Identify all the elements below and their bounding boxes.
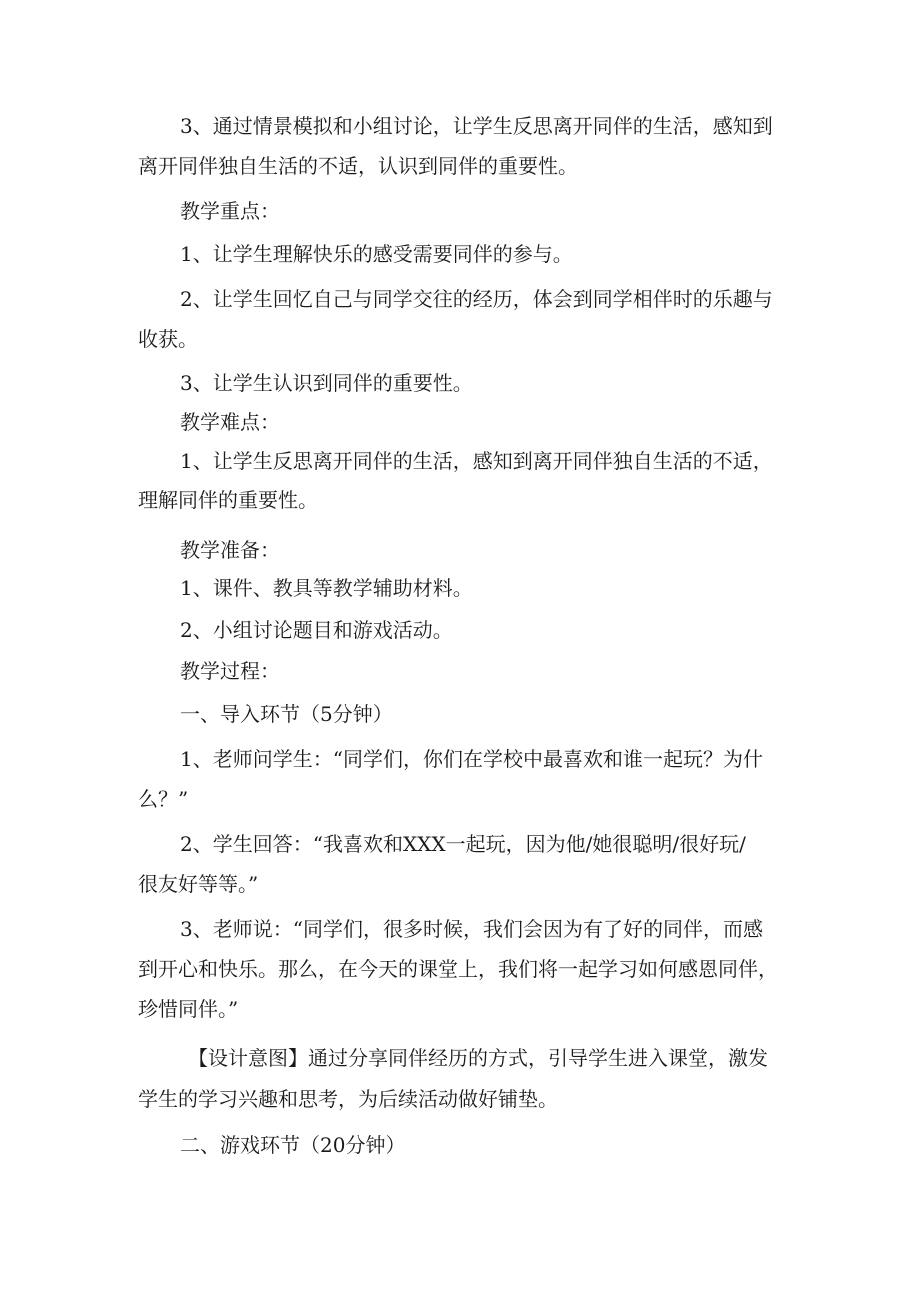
list-item: 到开心和快乐。那么，在今天的课堂上，我们将一起学习如何感恩同伴， xyxy=(138,957,778,981)
paragraph-line: 离开同伴独自生活的不适，认识到同伴的重要性。 xyxy=(138,154,578,178)
list-item: 3、老师说：“同学们，很多时候，我们会因为有了好的同伴，而感 xyxy=(180,917,763,941)
list-item: 1、老师问学生：“同学们，你们在学校中最喜欢和谁一起玩？为什 xyxy=(180,747,763,771)
list-item: 2、让学生回忆自己与同学交往的经历，体会到同学相伴时的乐趣与 xyxy=(180,287,773,311)
list-item: 2、小组讨论题目和游戏活动。 xyxy=(180,618,453,642)
paragraph-line: 3、通过情景模拟和小组讨论，让学生反思离开同伴的生活，感知到 xyxy=(180,114,773,138)
list-item: 收获。 xyxy=(138,327,198,351)
list-item: 1、课件、教具等教学辅助材料。 xyxy=(180,576,473,600)
list-item: 很友好等等。” xyxy=(138,872,259,896)
list-item: 2、学生回答：“我喜欢和XXX一起玩，因为他/她很聪明/很好玩/ xyxy=(180,832,746,856)
section-heading: 教学过程： xyxy=(180,659,280,683)
subsection-heading: 二、游戏环节（20分钟） xyxy=(180,1133,406,1157)
list-item: 1、让学生反思离开同伴的生活，感知到离开同伴独自生活的不适， xyxy=(180,449,773,473)
section-heading: 教学准备： xyxy=(180,538,280,562)
section-heading: 教学重点： xyxy=(180,199,280,223)
list-item: 理解同伴的重要性。 xyxy=(138,488,318,512)
section-heading: 教学难点： xyxy=(180,410,280,434)
subsection-heading: 一、导入环节（5分钟） xyxy=(180,702,393,726)
list-item: 珍惜同伴。” xyxy=(138,997,239,1021)
list-item: 3、让学生认识到同伴的重要性。 xyxy=(180,371,473,395)
list-item: 1、让学生理解快乐的感受需要同伴的参与。 xyxy=(180,242,573,266)
list-item: 么？” xyxy=(138,787,189,811)
design-intent-note: 学生的学习兴趣和思考，为后续活动做好铺垫。 xyxy=(138,1087,558,1111)
design-intent-note: 【设计意图】通过分享同伴经历的方式，引导学生进入课堂，激发 xyxy=(188,1046,768,1070)
